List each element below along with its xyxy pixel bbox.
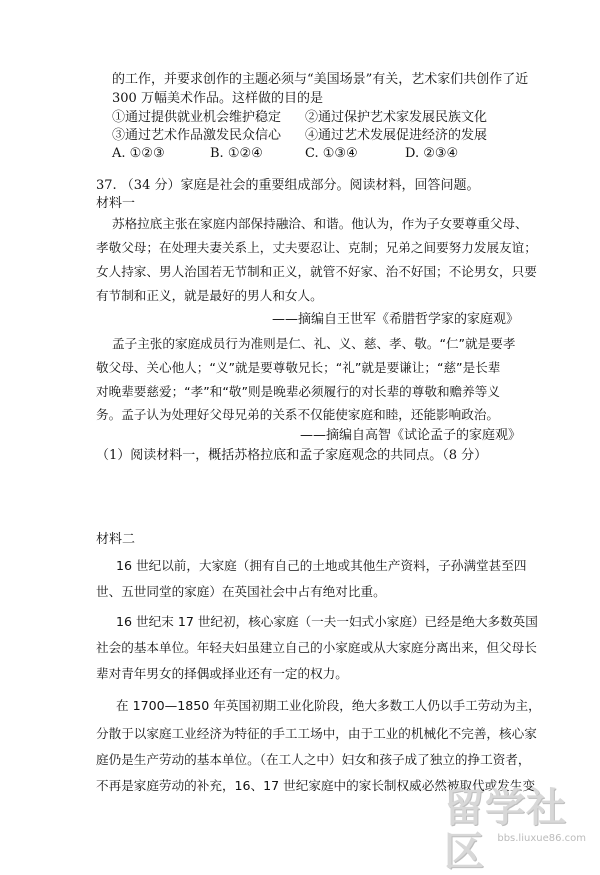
m2-line-4: 社会的基本单位。年轻夫妇虽建立自己的小家庭或从大家庭分离出来，但父母长 xyxy=(96,640,537,655)
q36-choice-b: B. ①②④ xyxy=(210,146,263,161)
q36-option-4: ④通过艺术发展促进经济的发展 xyxy=(305,128,488,143)
m1-p1-line-4: 有节制和正义，就是最好的男人和女人。 xyxy=(96,288,323,303)
q36-choice-c: C. ①③④ xyxy=(305,146,358,161)
m1-p1-line-3: 女人持家、男人治国若无节制和正义，就管不好家、治不好国；不论男女，只要 xyxy=(96,264,537,279)
watermark-url: bbs.liuxue86.com xyxy=(497,833,586,844)
m2-line-9: 不再是家庭劳动的补充，16、17 世纪家庭中的家长制权威必然被取代或发生变 xyxy=(96,778,536,793)
m2-line-8: 庭仍是生产劳动的基本单位。（在工人之中）妇女和孩子成了独立的挣工资者， xyxy=(96,752,531,767)
m1-p1-line-1: 苏格拉底主张在家庭内部保持融洽、和谐。他认为，作为子女要尊重父母、 xyxy=(112,216,528,231)
m1-p2-line-1: 孟子主张的家庭成员行为准则是仁、礼、义、慈、孝、敬。“仁”就是要孝 xyxy=(112,336,516,351)
watermark-logo: 留学社区 xyxy=(444,785,567,875)
question-37-1: （1）阅读材料一，概括苏格拉底和孟子家庭观念的共同点。（8 分） xyxy=(96,448,488,463)
m2-line-1: 16 世纪以前，大家庭（拥有自己的土地或其他生产资料，子孙满堂甚至四 xyxy=(116,558,527,573)
m1-source-1: ——摘编自王世军《希腊哲学家的家庭观》 xyxy=(272,312,520,327)
q36-choice-d: D. ②③④ xyxy=(405,146,459,161)
q36-choice-a: A. ①②③ xyxy=(112,146,165,161)
m1-p2-line-2: 敬父母、关心他人；“义”就是要尊敬兄长；“礼”就是要谦让；“慈”是长辈 xyxy=(96,360,501,375)
m2-line-3: 16 世纪末 17 世纪初，核心家庭（一夫一妇式小家庭）已经是绝大多数英国 xyxy=(116,614,538,629)
m2-line-5: 辈对青年男女的择偶或择业还有一定的权力。 xyxy=(96,666,348,681)
q36-option-3: ③通过艺术作品激发民众信心 xyxy=(112,128,282,143)
m2-line-6: 在 1700—1850 年英国初期工业化阶段，绝大多数工人仍以手工劳动为主， xyxy=(116,698,541,713)
q36-option-1: ①通过提供就业机会维护稳定 xyxy=(112,110,282,125)
material-1-title: 材料一 xyxy=(96,196,136,211)
q36-line-2: 300 万幅美术作品。这样做的目的是 xyxy=(112,91,323,106)
q37-intro: 37. （34 分）家庭是社会的重要组成部分。阅读材料，回答问题。 xyxy=(96,178,480,193)
m2-line-2: 世、五世同堂的家庭）在英国社会中占有绝对比重。 xyxy=(96,584,386,599)
m1-p1-line-2: 孝敬父母；在处理夫妻关系上，丈夫要忍让、克制；兄弟之间要努力发展友谊； xyxy=(96,240,537,255)
m1-source-2: ——摘编自高智《试论孟子的家庭观》 xyxy=(300,428,522,443)
m2-line-7: 分散于以家庭工业经济为特征的手工工场中，由于工业的机械化不完善，核心家 xyxy=(96,726,537,741)
m1-p2-line-3: 对晚辈要慈爱；“孝”和“敬”则是晚辈必须履行的对长辈的尊敬和赡养等义 xyxy=(96,384,500,399)
m1-p2-line-4: 务。孟子认为处理好父母兄弟的关系不仅能使家庭和睦，还能影响政治。 xyxy=(96,407,499,422)
site-watermark xyxy=(444,785,594,875)
q36-line-1: 的工作，并要求创作的主题必须与“美国场景”有关，艺术家们共创作了近 xyxy=(112,72,529,87)
q36-option-2: ②通过保护艺术家发展民族文化 xyxy=(305,110,488,125)
material-2-title: 材料二 xyxy=(96,532,136,547)
